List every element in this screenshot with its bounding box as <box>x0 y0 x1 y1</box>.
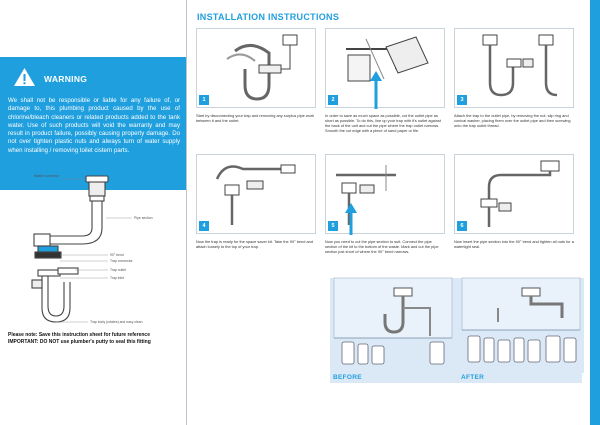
step-6 <box>454 154 574 249</box>
before-label: BEFORE <box>333 374 362 381</box>
label-trap-connector: Trap connector <box>110 259 133 263</box>
step-6-text: Now insert the pipe section into the 90° bend and tighten all nuts for a watertight seal. <box>454 239 574 250</box>
step-3-number: 3 <box>457 95 467 105</box>
page-title: INSTALLATION INSTRUCTIONS <box>197 12 340 22</box>
step-1-number: 1 <box>199 95 209 105</box>
step-2 <box>325 28 445 133</box>
step-1 <box>196 28 316 123</box>
note-important: IMPORTANT: DO NOT use plumber's putty to seal this fitting <box>8 338 151 345</box>
warning-title: WARNING <box>44 74 88 84</box>
warning-text: We shall not be responsible or liable for any failure of, or damage to, this plumbing product caused by the use of chlorine/bleach cleaners or related products added to the tank water. Use of such products will void the warranty and may result in product failure, possibly causing property damage. Do not over tighten plastic nuts and always turn of water supply when installing / removing toilet cistern parts. <box>8 97 180 154</box>
step-6-image <box>454 154 574 234</box>
before-image <box>330 278 456 381</box>
step-5-text: Now you need to cut the pipe section to suit. Connect the pipe section of the kit to the bottom of the waste. Mark and cut the pipe section just short of where the 90° bend narrows. <box>325 239 439 255</box>
step-4 <box>196 154 316 249</box>
label-trap-outlet: Trap outlet <box>110 268 127 272</box>
label-trap-inlet: Trap inlet <box>110 276 125 280</box>
before-after-panel <box>330 278 582 383</box>
step-4-image <box>196 154 316 234</box>
step-2-text: In order to save as much space as possible, cut the outlet pipe as short as possible. To do this, line up your trap with it's outlet against the back of the unit and cut the pipe where the trap outlet narrows. Smooth the cut edge with a piece of sand paper or file. <box>325 113 441 134</box>
step-1-image <box>196 28 316 108</box>
after-image <box>458 278 584 381</box>
step-2-image <box>325 28 445 108</box>
notes <box>8 332 184 345</box>
step-3 <box>454 28 574 128</box>
right-edge-bar <box>590 0 600 425</box>
step-3-image <box>454 28 574 108</box>
warning-icon <box>13 67 36 87</box>
after-label: AFTER <box>461 374 485 381</box>
step-4-text: Now the trap is ready for the space saver kit. Take the 90° bend and attach loosely to the top of your trap. <box>196 239 313 250</box>
step-1-text: Start by disconnecting your trap and removing any surplus pipe work between it and the outlet. <box>196 113 315 124</box>
label-trap-body: Trap body (rotates) and easy clean <box>90 320 143 324</box>
note-save: Please note: Save this instruction sheet for future reference <box>8 332 150 338</box>
label-pipe-section: Pipe section <box>134 216 153 220</box>
step-3-text: Attach the trap to the outlet pipe, by removing the nut, slip ring and conical washer, placing them over the outlet pipe and then screwing onto the trap outlet thread. <box>454 113 571 129</box>
step-6-number: 6 <box>457 221 467 231</box>
step-5-image <box>325 154 445 234</box>
trap-parts-diagram <box>20 158 170 328</box>
label-waste-connector: Waste connector <box>34 174 60 178</box>
label-90-bend: 90° bend <box>110 253 124 257</box>
step-5 <box>325 154 445 254</box>
step-5-number: 5 <box>328 221 338 231</box>
step-4-number: 4 <box>199 221 209 231</box>
left-column <box>0 0 186 425</box>
step-2-number: 2 <box>328 95 338 105</box>
